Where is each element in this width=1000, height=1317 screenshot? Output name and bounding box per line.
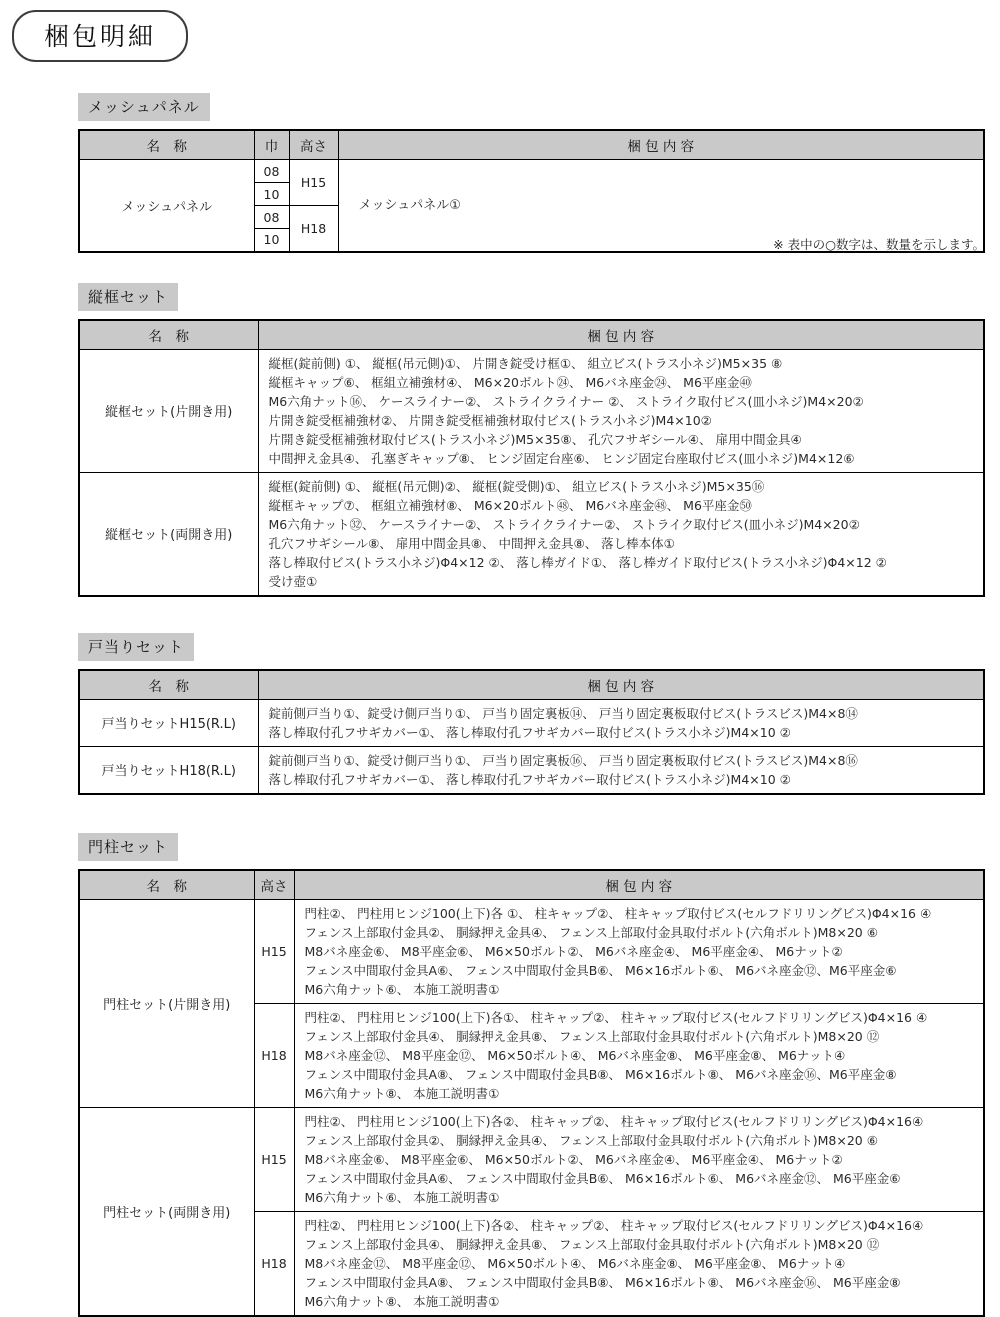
table-header-row <box>79 130 984 160</box>
product-name-cell: 戸当りセットH15(R.L) <box>79 699 258 746</box>
table-row <box>79 472 984 596</box>
content-line: M6六角ナット㉜、 ケースライナー②、 ストライクライナー②、 ストライク取付ビス(皿小ネジ)M4×20② <box>268 516 860 532</box>
width-cell: 08 <box>254 160 289 183</box>
column-header-content: 梱 包 内 容 <box>258 670 984 700</box>
section-label-toatari: 戸当りセット <box>78 633 194 661</box>
column-header-name: 名 称 <box>79 870 254 900</box>
column-header-name: 名 称 <box>79 670 258 700</box>
height-cell: H15 <box>254 899 294 1003</box>
column-header-height: 高さ <box>289 130 338 160</box>
product-name-cell: 戸当りセットH18(R.L) <box>79 746 258 794</box>
page-title: 梱包明細 <box>12 10 188 62</box>
table-row <box>79 746 984 794</box>
section-label-tategamachi: 縦框セット <box>78 283 178 311</box>
content-line: フェンス中間取付金具A⑧、 フェンス中間取付金具B⑧、 M6×16ボルト⑧、 M6バネ座金⑯、 M6平座金⑧ <box>304 1274 901 1290</box>
content-line: フェンス中間取付金具A⑧、 フェンス中間取付金具B⑧、 M6×16ボルト⑧、 M6バネ座金⑯、M6平座金⑧ <box>304 1066 897 1082</box>
content-line: 縦框キャップ⑦、 框組立補強材⑧、 M6×20ボルト㊽、 M6バネ座金㊽、 M6平座金㊿ <box>268 497 752 513</box>
content-line: M6六角ナット⑥、 本施工説明書① <box>304 981 500 997</box>
content-line: 縦框(錠前側) ①、 縦框(吊元側)②、 縦框(錠受側)①、 組立ビス(トラス小ネジ)M5×35⑯ <box>268 478 765 494</box>
quantity-note: ※ 表中の○数字は、数量を示します。 <box>773 236 985 252</box>
content-line: 落し棒取付孔フサギカバー①、 落し棒取付孔フサギカバー取付ビス(トラス小ネジ)M4×10 ② <box>268 724 791 740</box>
height-cell: H15 <box>254 1107 294 1211</box>
section-tategamachi-set <box>78 283 985 597</box>
product-name-cell: メッシュパネル <box>79 160 254 252</box>
tategamachi-table <box>78 319 985 597</box>
packing-content-cell <box>258 472 984 596</box>
table-header-row <box>79 320 984 350</box>
content-line: 受け壺① <box>268 573 318 589</box>
column-header-name: 名 称 <box>79 320 258 350</box>
table-row <box>79 699 984 746</box>
content-line: 錠前側戸当り①、錠受け側戸当り①、 戸当り固定裏板⑯、 戸当り固定裏板取付ビス(トラスビス)M4×8⑯ <box>268 752 858 768</box>
width-cell: 10 <box>254 183 289 206</box>
column-header-content: 梱 包 内 容 <box>258 320 984 350</box>
monchu-table <box>78 869 985 1317</box>
content-line: フェンス上部取付金具④、 胴縁押え金具⑧、 フェンス上部取付金具取付ボルト(六角ボルト)M8×20 ⑫ <box>304 1236 880 1252</box>
content-line: 片開き錠受框補強材②、 片開き錠受框補強材取付ビス(トラス小ネジ)M4×10② <box>268 412 712 428</box>
height-cell: H15 <box>289 160 338 206</box>
packing-content-cell <box>294 899 984 1003</box>
content-line: M8バネ座金⑥、 M8平座金⑥、 M6×50ボルト②、 M6バネ座金④、 M6平座金④、 M6ナット② <box>304 1151 843 1167</box>
product-name-cell: 縦框セット(片開き用) <box>79 349 258 472</box>
content-line: フェンス中間取付金具A⑥、 フェンス中間取付金具B⑥、 M6×16ボルト⑥、 M6バネ座金⑫、M6平座金⑥ <box>304 962 897 978</box>
product-name-cell: 縦框セット(両開き用) <box>79 472 258 596</box>
content-line: M6六角ナット⑧、 本施工説明書① <box>304 1085 500 1101</box>
column-header-content: 梱 包 内 容 <box>294 870 984 900</box>
column-header-width: 巾 <box>254 130 289 160</box>
section-mesh-panel <box>78 93 985 253</box>
height-cell: H18 <box>254 1003 294 1107</box>
table-row <box>79 899 984 1003</box>
table-row <box>79 1107 984 1211</box>
content-line: 落し棒取付ビス(トラス小ネジ)Φ4×12 ②、 落し棒ガイド①、 落し棒ガイド取付ビス(トラス小ネジ)Φ4×12 ② <box>268 554 887 570</box>
toatari-table <box>78 669 985 795</box>
product-name-cell: 門柱セット(両開き用) <box>79 1107 254 1316</box>
packing-content-cell: メッシュパネル① <box>338 160 984 252</box>
table-row <box>79 349 984 472</box>
content-line: 門柱②、 門柱用ヒンジ100(上下)各②、 柱キャップ②、 柱キャップ取付ビス(セルフドリリングビス)Φ4×16④ <box>304 1217 924 1233</box>
content-line: 門柱②、 門柱用ヒンジ100(上下)各①、 柱キャップ②、 柱キャップ取付ビス(セルフドリリングビス)Φ4×16 ④ <box>304 1009 928 1025</box>
section-label-mesh-panel: メッシュパネル <box>78 93 210 121</box>
content-line: M8バネ座金⑫、 M8平座金⑫、 M6×50ボルト④、 M6バネ座金⑧、 M6平座金⑧、 M6ナット④ <box>304 1047 846 1063</box>
content-line: 片開き錠受框補強材取付ビス(トラス小ネジ)M5×35⑧、 孔穴フサギシール④、 扉用中間金具④ <box>268 431 802 447</box>
content-line: 縦框(錠前側) ①、 縦框(吊元側)①、 片開き錠受け框①、 組立ビス(トラス小ネジ)M5×35 ⑧ <box>268 355 783 371</box>
content-line: フェンス上部取付金具②、 胴縁押え金具④、 フェンス上部取付金具取付ボルト(六角ボルト)M8×20 ⑥ <box>304 924 878 940</box>
height-cell: H18 <box>254 1211 294 1316</box>
section-label-monchu: 門柱セット <box>78 833 178 861</box>
column-header-height: 高さ <box>254 870 294 900</box>
content-line: 門柱②、 門柱用ヒンジ100(上下)各②、 柱キャップ②、 柱キャップ取付ビス(セルフドリリングビス)Φ4×16④ <box>304 1113 924 1129</box>
table-header-row <box>79 870 984 900</box>
content-line: フェンス中間取付金具A⑥、 フェンス中間取付金具B⑥、 M6×16ボルト⑥、 M6バネ座金⑫、 M6平座金⑥ <box>304 1170 901 1186</box>
content-line: M8バネ座金⑥、 M8平座金⑥、 M6×50ボルト②、 M6バネ座金④、 M6平座金④、 M6ナット② <box>304 943 843 959</box>
packing-content-cell <box>294 1107 984 1211</box>
packing-content-cell <box>294 1003 984 1107</box>
width-cell: 08 <box>254 206 289 229</box>
packing-content-cell <box>258 746 984 794</box>
content-line: 錠前側戸当り①、錠受け側戸当り①、 戸当り固定裏板⑭、 戸当り固定裏板取付ビス(トラスビス)M4×8⑭ <box>268 705 858 721</box>
content-line: フェンス上部取付金具②、 胴縁押え金具④、 フェンス上部取付金具取付ボルト(六角ボルト)M8×20 ⑥ <box>304 1132 878 1148</box>
content-line: M8バネ座金⑫、 M8平座金⑫、 M6×50ボルト④、 M6バネ座金⑧、 M6平座金⑧、 M6ナット④ <box>304 1255 846 1271</box>
packing-content-cell <box>258 699 984 746</box>
packing-content-cell <box>258 349 984 472</box>
content-line: 落し棒取付孔フサギカバー①、 落し棒取付孔フサギカバー取付ビス(トラス小ネジ)M4×10 ② <box>268 771 791 787</box>
content-line: M6六角ナット⑯、 ケースライナー②、 ストライクライナー ②、 ストライク取付ビス(皿小ネジ)M4×20② <box>268 393 864 409</box>
content-line: 孔穴フサギシール⑧、 扉用中間金具⑧、 中間押え金具⑧、 落し棒本体① <box>268 535 675 551</box>
content-line: M6六角ナット⑧、 本施工説明書① <box>304 1293 500 1309</box>
content-line: フェンス上部取付金具④、 胴縁押え金具⑧、 フェンス上部取付金具取付ボルト(六角ボルト)M8×20 ⑫ <box>304 1028 880 1044</box>
width-cell: 10 <box>254 229 289 252</box>
content-line: 中間押え金具④、 孔塞ぎキャップ⑧、 ヒンジ固定台座⑥、 ヒンジ固定台座取付ビス(皿小ネジ)M4×12⑥ <box>268 450 855 466</box>
section-toatari-set <box>78 633 985 795</box>
column-header-content: 梱 包 内 容 <box>338 130 984 160</box>
packing-content-cell <box>294 1211 984 1316</box>
content-line: M6六角ナット⑥、 本施工説明書① <box>304 1189 500 1205</box>
content-line: 縦框キャップ⑥、 框組立補強材④、 M6×20ボルト㉔、 M6バネ座金㉔、 M6平座金㊵ <box>268 374 752 390</box>
section-monchu-set <box>78 833 985 1317</box>
content-line: 門柱②、 門柱用ヒンジ100(上下)各 ①、 柱キャップ②、 柱キャップ取付ビス(セルフドリリングビス)Φ4×16 ④ <box>304 905 932 921</box>
height-cell: H18 <box>289 206 338 252</box>
product-name-cell: 門柱セット(片開き用) <box>79 899 254 1107</box>
table-row <box>79 160 984 183</box>
table-header-row <box>79 670 984 700</box>
column-header-name: 名 称 <box>79 130 254 160</box>
